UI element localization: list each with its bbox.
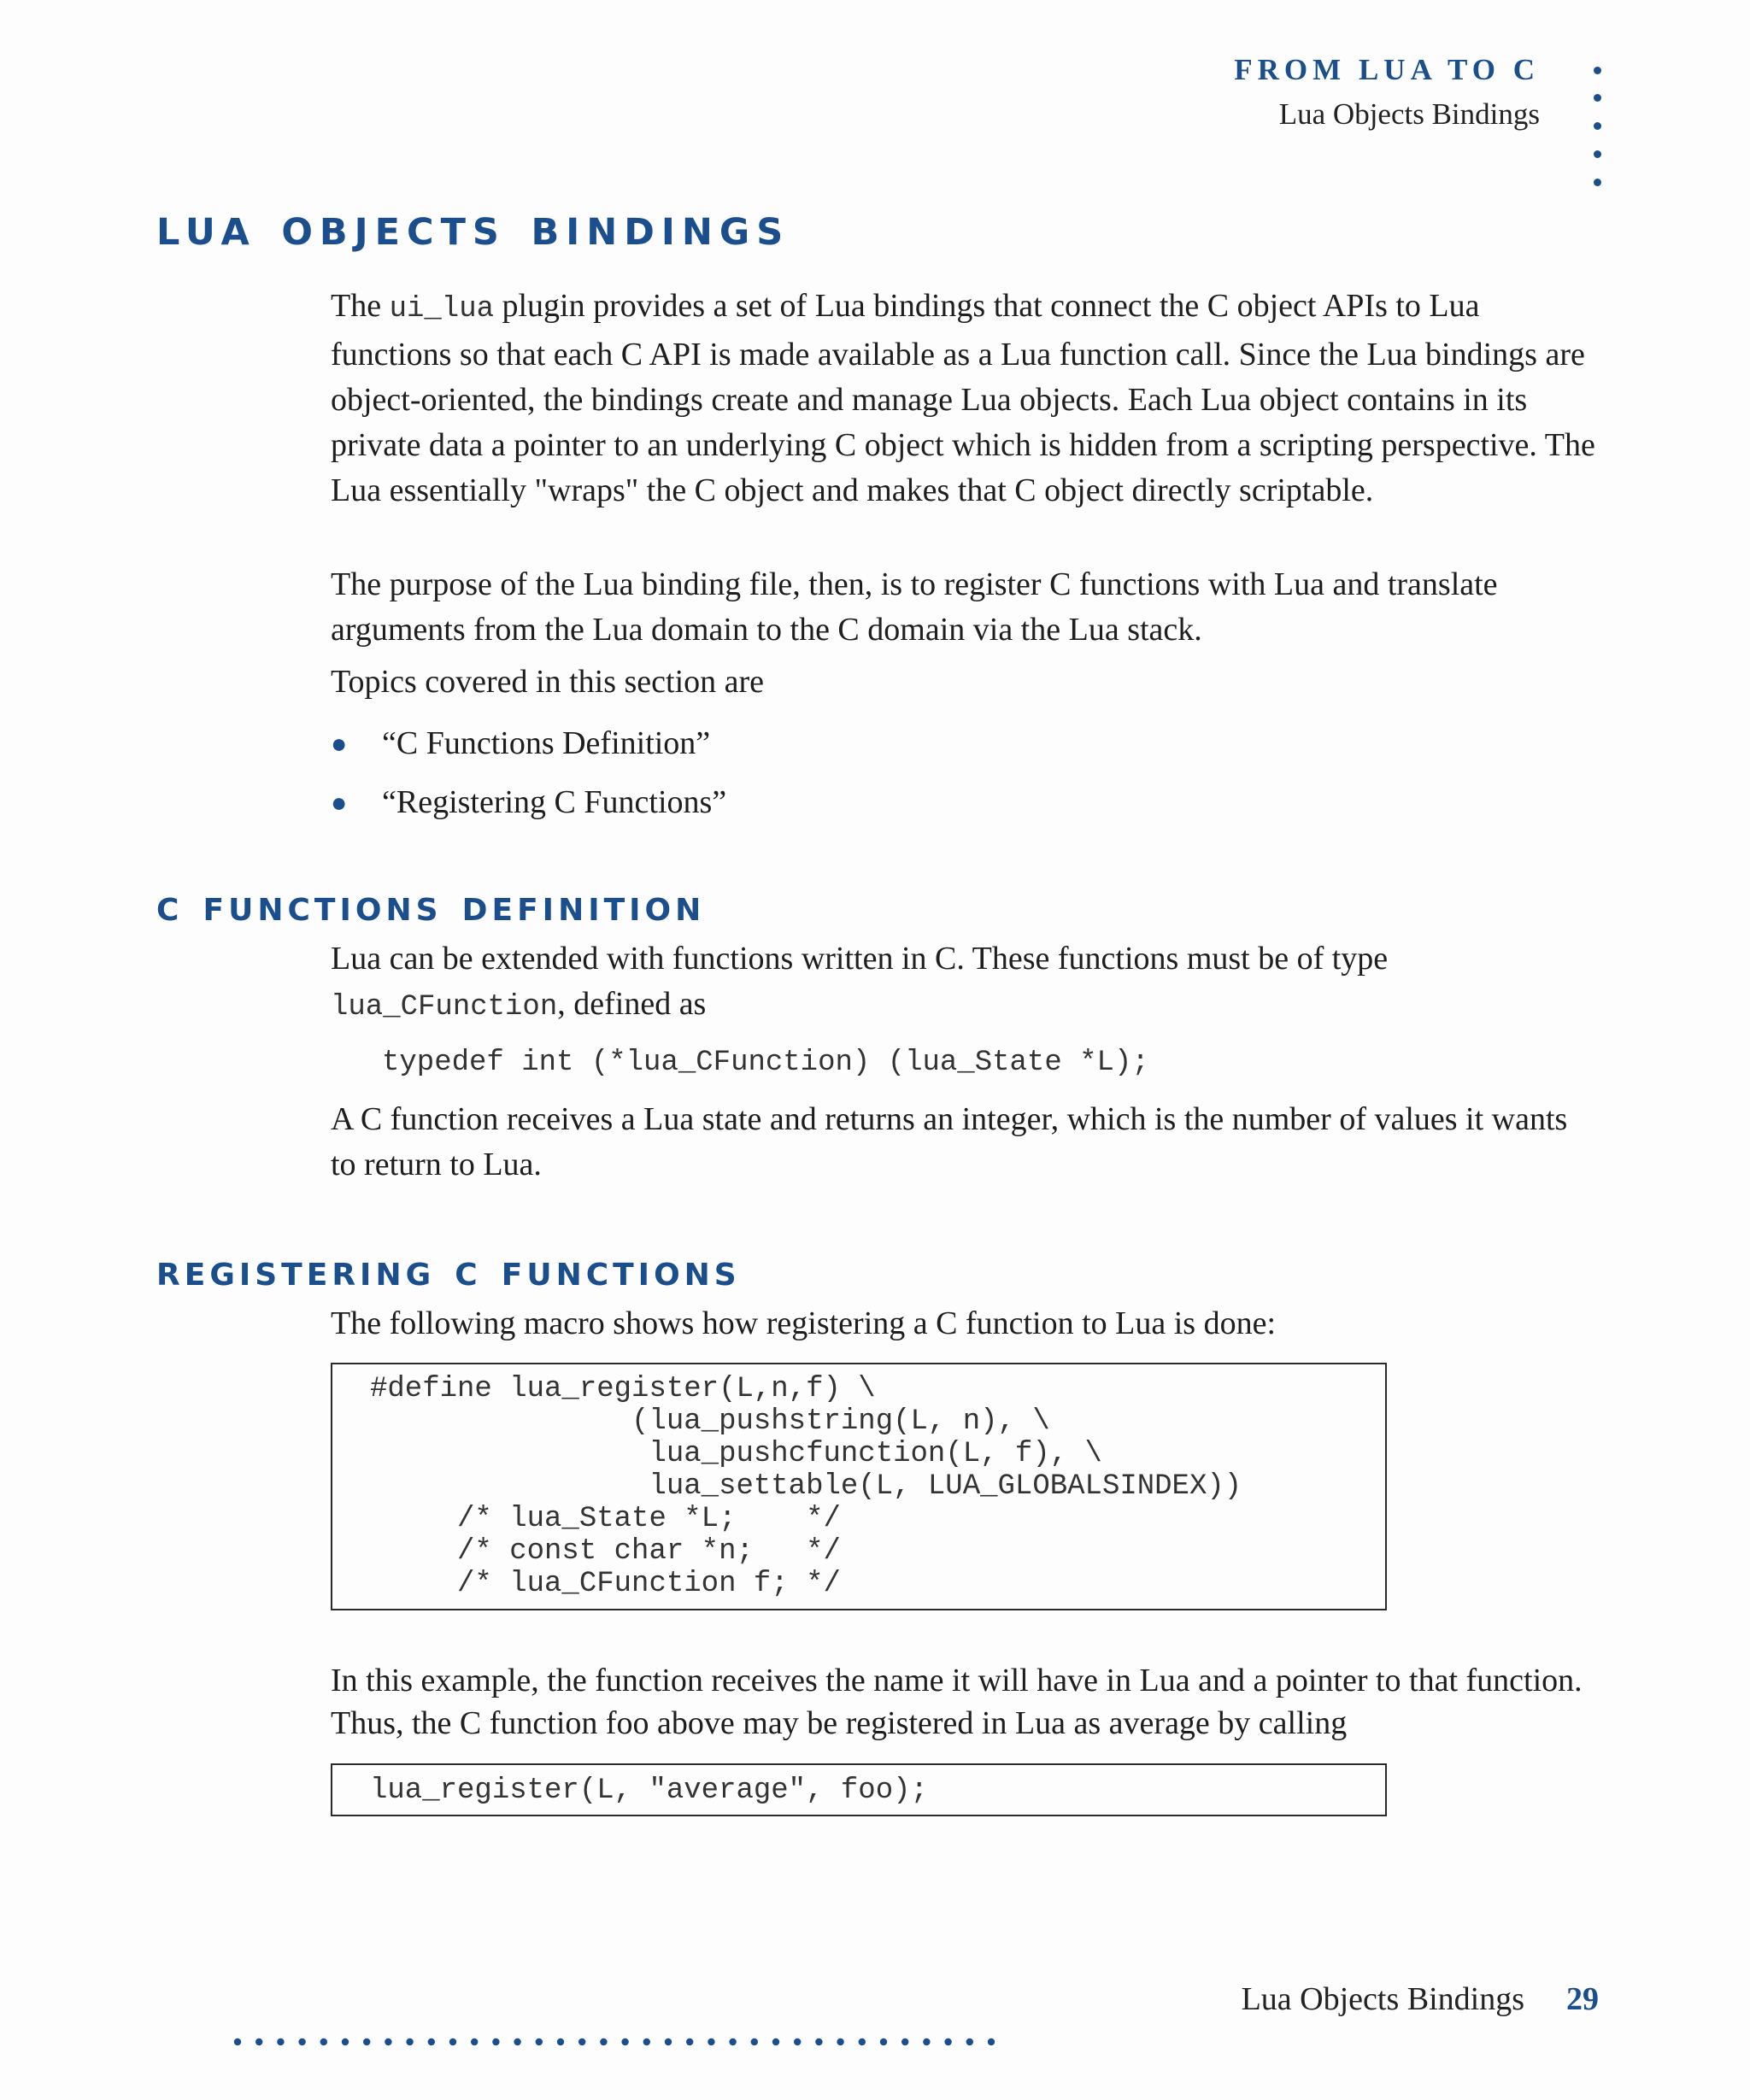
footer-dot (988, 2038, 995, 2045)
section-title-registering-c-functions: registering c functions (156, 1245, 741, 1296)
footer-section-label: Lua Objects Bindings (1241, 1981, 1524, 2017)
intro-paragraph (331, 284, 1595, 513)
header-dot (1594, 67, 1601, 74)
footer-dot (923, 2038, 930, 2045)
macro-code-box (331, 1363, 1387, 1610)
footer-dot (751, 2038, 758, 2045)
header-dot (1594, 122, 1601, 130)
header-dot (1594, 150, 1601, 158)
footer-dot (320, 2038, 327, 2045)
code-line: /* lua_State *L; */ (370, 1503, 841, 1535)
footer-dot (794, 2038, 801, 2045)
macro-intro: The following macro shows how registering a C function to Lua is done: (331, 1305, 1277, 1341)
footer-dot (621, 2038, 628, 2045)
extension-paragraph (331, 936, 1595, 1030)
ui-lua-code: ui_lua (389, 293, 494, 326)
code-line: /* const char *n; */ (370, 1535, 841, 1568)
footer-dot (449, 2038, 456, 2045)
footer-dot (514, 2038, 520, 2045)
section-title-c-functions-definition: c functions definition (156, 880, 706, 931)
footer-dot (234, 2038, 241, 2045)
footer-dot (944, 2038, 951, 2045)
footer-dot (966, 2038, 973, 2045)
intro-text-start: The (331, 288, 390, 324)
footer-dot (471, 2038, 478, 2045)
footer-dot (837, 2038, 843, 2045)
example-paragraph: In this example, the function receives the name it will have in Lua and a pointer to that function. Thus, the C function foo above may be registered in Lua as average by calling (331, 1663, 1583, 1741)
footer-dot (363, 2038, 370, 2045)
running-header-section: Lua Objects Bindings (1278, 97, 1540, 131)
footer-dot (686, 2038, 693, 2045)
footer-dot (859, 2038, 866, 2045)
footer-dot (406, 2038, 413, 2045)
footer-dot (385, 2038, 391, 2045)
bullet-icon: ● (331, 787, 348, 818)
footer-dot (901, 2038, 908, 2045)
return-paragraph: A C function receives a Lua state and returns an integer, which is the number of values it wants to return to Lua. (331, 1101, 1568, 1182)
code-line: lua_pushcfunction(L, f), \ (370, 1438, 1102, 1470)
footer-dot (277, 2038, 284, 2045)
footer-dot (578, 2038, 585, 2045)
example-code: lua_register(L, "average", foo); (370, 1774, 928, 1807)
topics-intro: Topics covered in this section are (331, 664, 765, 700)
footer-dot (428, 2038, 435, 2045)
typedef-code: typedef int (*lua_CFunction) (lua_State *L); (382, 1047, 1149, 1079)
footer-dot (643, 2038, 650, 2045)
lua-cfunction-code: lua_CFunction (331, 991, 558, 1024)
code-line: /* lua_CFunction f; */ (370, 1568, 841, 1600)
code-line: lua_settable(L, LUA_GLOBALSINDEX)) (370, 1470, 1242, 1503)
topic-label: “C Functions Definition” (382, 725, 711, 761)
footer-dot (729, 2038, 736, 2045)
footer-dot (880, 2038, 887, 2045)
code-line: (lua_pushstring(L, n), \ (370, 1405, 1050, 1438)
footer-dot (298, 2038, 305, 2045)
extension-text-end: , defined as (557, 986, 707, 1022)
extension-text-start: Lua can be extended with functions written in C. These functions must be of type (331, 941, 1389, 977)
bullet-icon: ● (331, 728, 348, 759)
purpose-paragraph: The purpose of the Lua binding file, then, is to register C functions with Lua and translate arguments from the Lua domain to the C domain via the Lua stack. (331, 566, 1498, 648)
footer-dot (492, 2038, 499, 2045)
section-title-lua-objects-bindings: lua objects bindings (156, 195, 790, 257)
footer-dot (557, 2038, 564, 2045)
running-header (1234, 51, 1540, 135)
footer-dot (255, 2038, 262, 2045)
footer-dot (708, 2038, 714, 2045)
footer-dot (536, 2038, 543, 2045)
footer-dots (232, 2037, 1001, 2047)
footer-dot (342, 2038, 349, 2045)
page-number: 29 (1566, 1981, 1599, 2017)
example-code-box (331, 1763, 1387, 1816)
footer-dot (815, 2038, 822, 2045)
footer-dot (772, 2038, 779, 2045)
code-line: #define lua_register(L,n,f) \ (370, 1373, 876, 1405)
header-dot (1594, 179, 1601, 186)
intro-text-rest: plugin provides a set of Lua bindings that connect the C object APIs to Lua functions so that each C API is made available as a Lua function call. Since the Lua bindings are object-oriented, the bindings create and manage Lua objects. Each Lua object contains in its private data a pointer to an underlying C object which is hidden from a scripting perspective. The Lua essentially "wraps" the C object and makes that C object directly scriptable. (331, 288, 1595, 508)
topic-label: “Registering C Functions” (382, 784, 727, 820)
header-dot (1594, 94, 1601, 102)
running-header-chapter: FROM LUA TO C (1234, 53, 1540, 86)
footer-dot (600, 2038, 607, 2045)
footer-dot (665, 2038, 672, 2045)
